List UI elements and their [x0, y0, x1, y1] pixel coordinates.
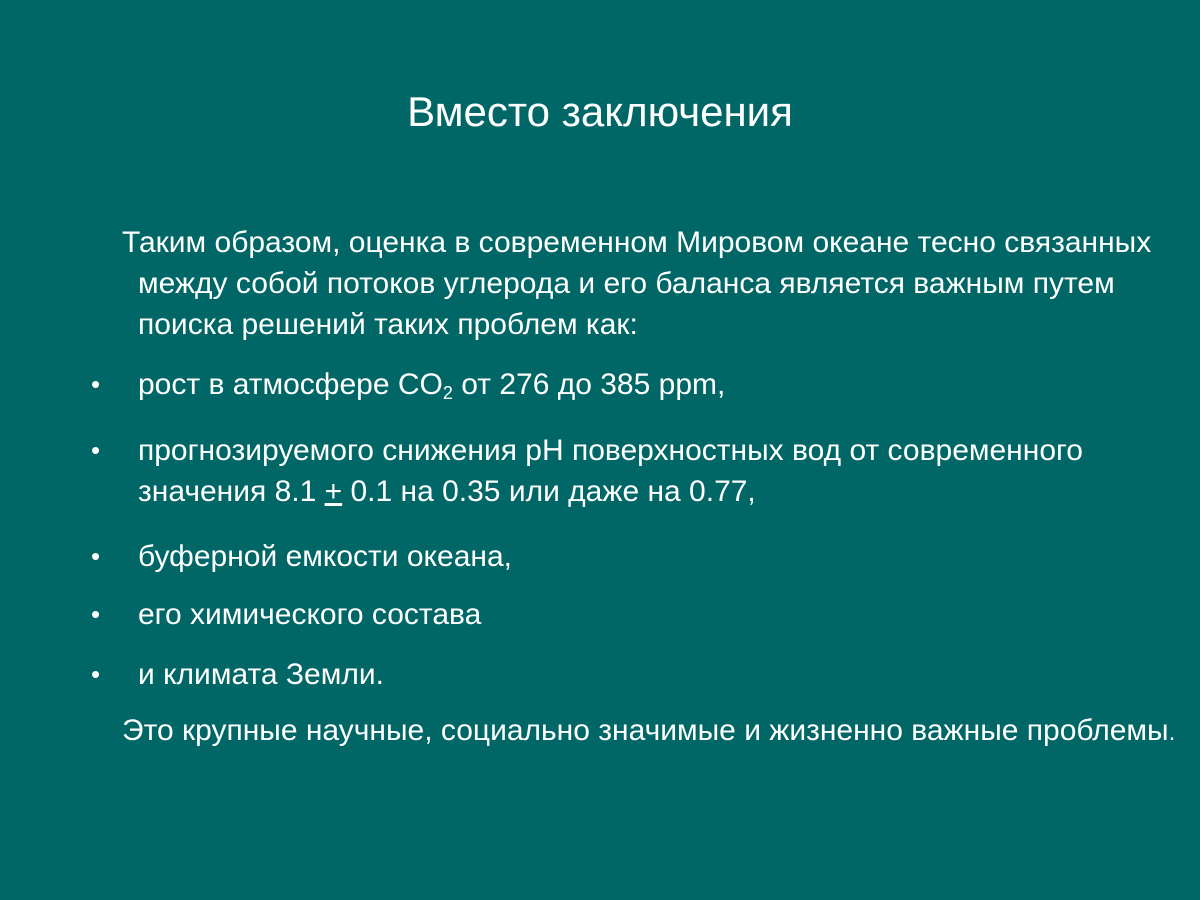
bullet-dot-icon: • [91, 435, 101, 465]
bullet-text-buffer: буферной емкости океана, [138, 540, 512, 573]
bullet-text-co2-after: от 276 до 385 ppm, [452, 368, 726, 401]
bullet-dot-icon: • [91, 599, 101, 629]
bullet-item-co2 [0, 364, 1138, 405]
closing-period: . [1168, 719, 1176, 746]
bullet-dot-icon: • [91, 369, 101, 399]
bullet-text-co2-before: рост в атмосфере CO [138, 368, 443, 401]
co2-subscript: 2 [442, 383, 453, 403]
bullet-dot-icon: • [91, 541, 101, 571]
intro-paragraph: Таким образом, оценка в современном Мировом океане тесно связанных между собой потоков углерода и его баланса является важным путем поиска решений таких проблем как: [122, 226, 1152, 341]
bullet-text-chemistry: его химического состава [138, 598, 482, 631]
bullet-text-ph-after: 0.1 на 0.35 или даже на 0.77, [342, 475, 756, 508]
bullet-item-climate [0, 654, 1138, 695]
bullet-item-ph [0, 430, 1138, 512]
bullet-dot-icon: • [91, 659, 101, 689]
bullet-text-ph-before: прогнозируемого снижения pH поверхностных вод от современного значения 8.1 [138, 434, 1083, 508]
closing-text: Это крупные научные, социально значимые и жизненно важные проблемы [122, 714, 1169, 747]
plus-minus-sign: + [324, 475, 343, 508]
slide-title: Вместо заключения [407, 88, 793, 135]
bullet-text-climate: и климата Земли. [138, 658, 384, 691]
closing-paragraph [122, 710, 1178, 753]
bullet-item-chemistry [0, 594, 1138, 635]
bullet-item-buffer [0, 536, 1138, 577]
